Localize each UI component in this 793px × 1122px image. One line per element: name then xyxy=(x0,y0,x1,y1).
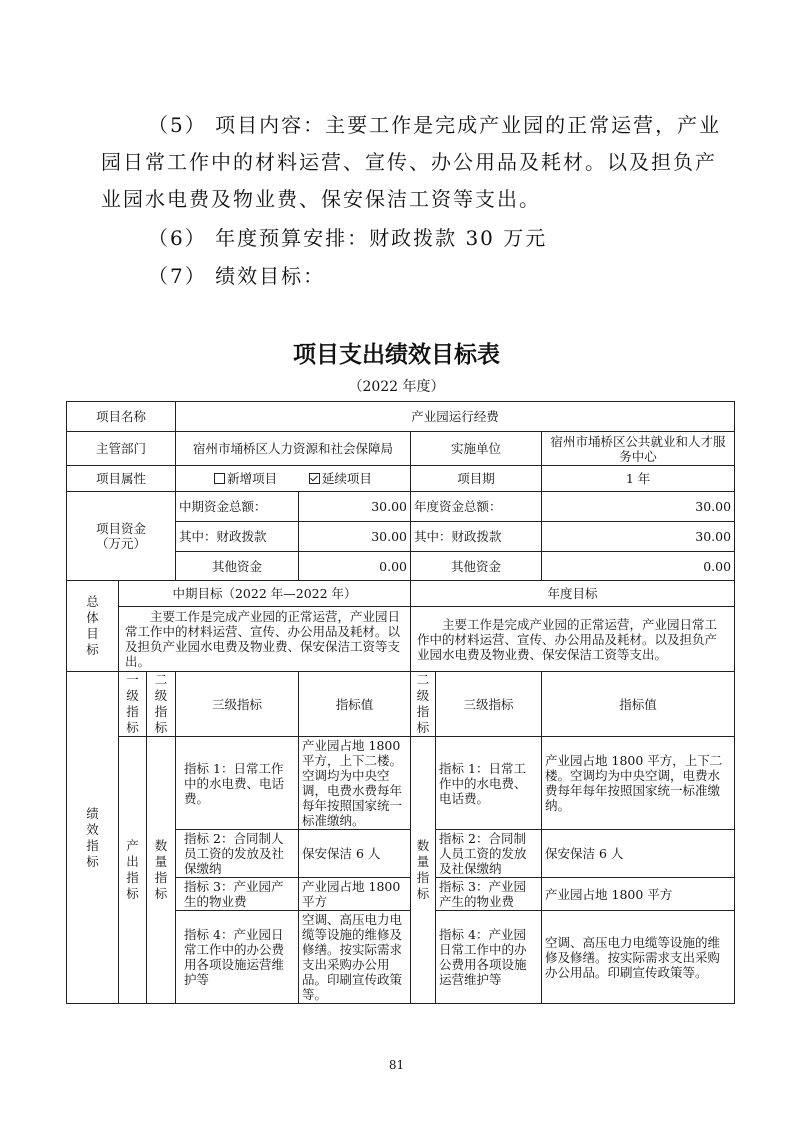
overall-goal-char: 总 xyxy=(86,594,99,609)
indicator-1-name: 指标 1：日常工作中的水电费、电话费。 xyxy=(176,737,299,830)
performance-table xyxy=(66,401,735,1004)
attribute-value xyxy=(176,466,411,492)
row-attribute xyxy=(67,466,735,492)
level2-header xyxy=(147,672,176,737)
quantity-char: 指 xyxy=(416,870,430,885)
row-project-name xyxy=(67,402,735,432)
project-name-label: 项目名称 xyxy=(67,402,176,432)
department-label: 主管部门 xyxy=(67,432,176,466)
period-value: 1 年 xyxy=(542,466,735,492)
row-goal-text xyxy=(67,607,735,672)
quantity-char: 数 xyxy=(154,838,168,853)
perf-indicator-label xyxy=(67,672,119,1004)
overall-goal-char: 体 xyxy=(86,610,99,625)
indicator-1-value-right: 产业园占地 1800 平方，上下二楼。空调均为中央空调，电费水费每年每年按照国家统一标准缴纳。 xyxy=(542,737,735,830)
quantity-char: 量 xyxy=(154,854,168,869)
page-number: 81 xyxy=(388,1058,405,1072)
row-goal-headers xyxy=(67,581,735,607)
table-title: 项目支出绩效目标表 xyxy=(293,342,500,368)
annual-total-value: 30.00 xyxy=(542,492,735,522)
indicator-4-value: 空调、高压电力电缆等设施的维修及修缮。按实际需求支出采购办公用品。印刷宣传政策等。 xyxy=(299,911,411,1004)
indicator-1-name-right: 指标 1：日常工作中的水电费、电话费。 xyxy=(436,737,542,830)
level2-char: 二 xyxy=(416,672,430,687)
funds-label xyxy=(67,492,176,581)
indicator-1-value: 产业园占地 1800 平方，上下二楼。空调均为中央空调，电费水费每年每年按照国家统一标准缴纳。 xyxy=(299,737,411,830)
level2-header-right xyxy=(411,672,436,737)
mid-total-label: 中期资金总额： xyxy=(176,492,299,522)
item6-budget: （6） 年度预算安排：财政拨款 30 万元 xyxy=(148,226,548,250)
funds-label-line1: 项目资金 xyxy=(96,521,147,536)
level1-char: 指 xyxy=(126,704,139,719)
level1-char: 一 xyxy=(126,672,139,687)
perf-indicator-char: 标 xyxy=(86,853,99,869)
level3-header-right: 三级指标 xyxy=(436,672,542,737)
indicator-2-name: 指标 2：合同制人员工资的发放及社保缴纳 xyxy=(176,830,299,878)
attribute-label: 项目属性 xyxy=(67,466,176,492)
level2-char: 标 xyxy=(416,720,430,735)
output-char: 标 xyxy=(126,886,139,901)
indicator-4-name: 指标 4：产业园日常工作中的办公费用各项设施运营维护等 xyxy=(176,911,299,1004)
mid-fiscal-label: 其中：财政拨款 xyxy=(176,522,299,552)
quantity-indicator-label xyxy=(147,737,176,1004)
level1-header xyxy=(119,672,147,737)
quantity-char: 量 xyxy=(416,854,430,869)
annual-goal-header: 年度目标 xyxy=(411,581,735,607)
indicator-3-value: 产业园占地 1800 平方 xyxy=(299,878,411,911)
annual-fiscal-label: 其中：财政拨款 xyxy=(411,522,542,552)
item5-line1: （5） 项目内容：主要工作是完成产业园的正常运营，产业 xyxy=(148,113,722,137)
project-name-value: 产业园运行经费 xyxy=(176,402,735,432)
continued-project-checkbox xyxy=(309,473,320,484)
overall-goal-char: 标 xyxy=(86,642,99,657)
annual-goal-text: 主要工作是完成产业园的正常运营，产业园日常工作中的材料运营、宣传、办公用品及耗材。以及担负产业园水电费及物业费、保安保洁工资等支出。 xyxy=(411,607,735,672)
mid-goal-header: 中期目标（2022 年—2022 年） xyxy=(119,581,411,607)
indicator-3-name-right: 指标 3：产业园产生的物业费 xyxy=(436,878,542,911)
period-label: 项目期 xyxy=(411,466,542,492)
item7-goals: （7） 绩效目标： xyxy=(148,264,326,288)
perf-indicator-char: 指 xyxy=(86,837,99,853)
item5-line3: 业园水电费及物业费、保安保洁工资等支出。 xyxy=(101,187,541,211)
value-header: 指标值 xyxy=(299,672,411,737)
indicator-2-value: 保安保洁 6 人 xyxy=(299,830,411,878)
mid-other-value: 0.00 xyxy=(299,552,411,581)
level2-char: 二 xyxy=(154,672,168,687)
perf-indicator-char: 效 xyxy=(86,821,99,837)
output-indicator-label xyxy=(119,737,147,1004)
funds-label-line2: （万元） xyxy=(96,536,147,551)
annual-other-label: 其他资金 xyxy=(411,552,542,581)
indicator-2-name-right: 指标 2：合同制人员工资的发放及社保缴纳 xyxy=(436,830,542,878)
overall-goal-label xyxy=(67,581,119,672)
indicator-row xyxy=(67,737,735,830)
quantity-char: 指 xyxy=(154,870,168,885)
new-project-checkbox xyxy=(214,473,225,484)
mid-fiscal-value: 30.00 xyxy=(299,522,411,552)
row-department xyxy=(67,432,735,466)
department-value: 宿州市埇桥区人力资源和社会保障局 xyxy=(176,432,411,466)
overall-goal-char: 目 xyxy=(86,626,99,641)
indicator-3-name: 指标 3：产业园产生的物业费 xyxy=(176,878,299,911)
level1-char: 级 xyxy=(126,688,139,703)
perf-indicator-char: 绩 xyxy=(86,805,99,821)
implementer-label: 实施单位 xyxy=(411,432,542,466)
quantity-char: 数 xyxy=(416,838,430,853)
level2-char: 指 xyxy=(154,704,168,719)
mid-other-label: 其他资金 xyxy=(176,552,299,581)
quantity-char: 标 xyxy=(154,886,168,901)
indicator-4-value-right: 空调、高压电力电缆等设施的维修及修缮。按实际需求支出采购办公用品。印刷宣传政策等。 xyxy=(542,911,735,1004)
continued-project-label: 延续项目 xyxy=(321,471,372,486)
new-project-label: 新增项目 xyxy=(227,471,278,486)
level2-char: 级 xyxy=(416,688,430,703)
annual-total-label: 年度资金总额： xyxy=(411,492,542,522)
indicator-2-value-right: 保安保洁 6 人 xyxy=(542,830,735,878)
level2-char: 指 xyxy=(416,704,430,719)
quantity-indicator-label-right xyxy=(411,737,436,1004)
quantity-char: 标 xyxy=(416,886,430,901)
mid-goal-text: 主要工作是完成产业园的正常运营，产业园日常工作中的材料运营、宣传、办公用品及耗材。以及担负产业园水电费及物业费、保安保洁工资等支出。 xyxy=(119,607,411,672)
level2-char: 标 xyxy=(154,720,168,735)
indicator-3-value-right: 产业园占地 1800 平方 xyxy=(542,878,735,911)
level1-char: 标 xyxy=(126,720,139,735)
row-indicator-headers xyxy=(67,672,735,737)
implementer-value: 宿州市埇桥区公共就业和人才服务中心 xyxy=(542,432,735,466)
annual-fiscal-value: 30.00 xyxy=(542,522,735,552)
table-subtitle: （2022 年度） xyxy=(348,379,445,395)
output-char: 产 xyxy=(126,838,139,853)
level3-header: 三级指标 xyxy=(176,672,299,737)
output-char: 出 xyxy=(126,854,139,869)
mid-total-value: 30.00 xyxy=(299,492,411,522)
indicator-4-name-right: 指标 4：产业园日常工作中的办公费用各项设施运营维护等 xyxy=(436,911,542,1004)
annual-other-value: 0.00 xyxy=(542,552,735,581)
level2-char: 级 xyxy=(154,688,168,703)
row-funds-total xyxy=(67,492,735,522)
value-header-right: 指标值 xyxy=(542,672,735,737)
output-char: 指 xyxy=(126,870,139,885)
item5-line2: 园日常工作中的材料运营、宣传、办公用品及耗材。以及担负产 xyxy=(101,150,717,174)
